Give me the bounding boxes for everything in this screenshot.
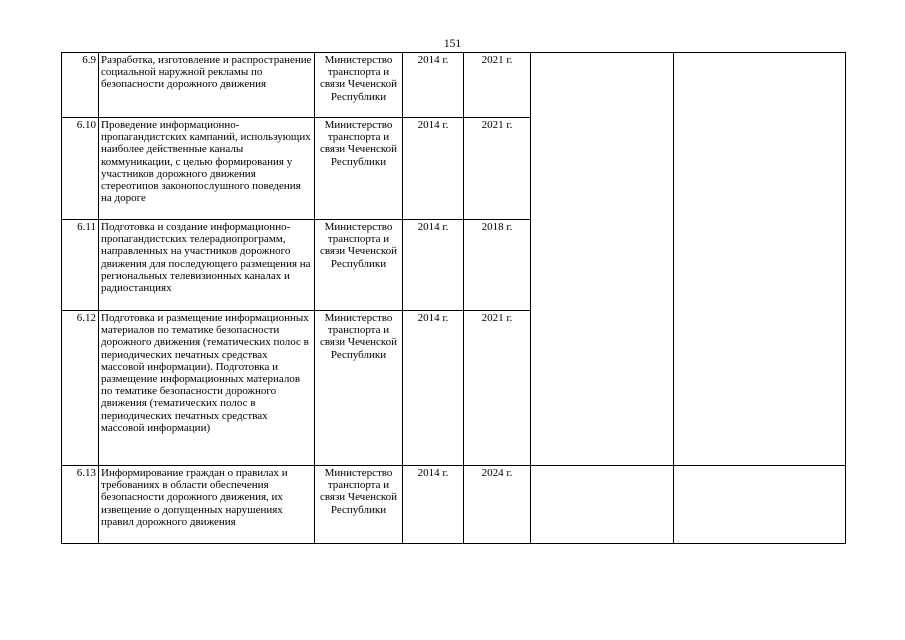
row-number: 6.11 [62, 220, 99, 311]
measure-text: Подготовка и размещение информационных материалов по тематике безопасности дорожного движения (тематических полос в периодических печатных средствах массовой информации). Подготовка и размещение информационных материалов по тематике безопасности дорожного движения (тематических полос в периодических печатных средствах массовой информации) [99, 311, 315, 466]
empty-cell-merged [531, 53, 674, 466]
row-number: 6.12 [62, 311, 99, 466]
start-year: 2014 г. [403, 118, 464, 220]
end-year: 2021 г. [464, 118, 531, 220]
measure-text: Информирование граждан о правилах и требованиях в области обеспечения безопасности дорожного движения, их извещение о допущенных нарушениях правил дорожного движения [99, 466, 315, 544]
executor-text: Министерство транспорта и связи Чеченской Республики [315, 220, 403, 311]
executor-text: Министерство транспорта и связи Чеченской Республики [315, 53, 403, 118]
row-number: 6.10 [62, 118, 99, 220]
start-year: 2014 г. [403, 311, 464, 466]
measures-table [61, 52, 846, 544]
measure-text: Разработка, изготовление и распространение социальной наружной рекламы по безопасности дорожного движения [99, 53, 315, 118]
start-year: 2014 г. [403, 53, 464, 118]
end-year: 2018 г. [464, 220, 531, 311]
executor-text: Министерство транспорта и связи Чеченской Республики [315, 311, 403, 466]
end-year: 2021 г. [464, 53, 531, 118]
empty-cell [531, 466, 674, 544]
measure-text: Проведение информационно-пропагандистских кампаний, использующих наиболее действенные каналы коммуникации, с целью формирования у участников дорожного движения стереотипов законопослушного поведения на дороге [99, 118, 315, 220]
end-year: 2024 г. [464, 466, 531, 544]
measure-text: Подготовка и создание информационно-пропагандистских телерадиопрограмм, направленных на участников дорожного движения для последующего размещения на региональных телевизионных каналах и радиостанциях [99, 220, 315, 311]
empty-cell [674, 466, 846, 544]
table-row [62, 53, 846, 118]
page-number: 151 [443, 38, 462, 50]
start-year: 2014 г. [403, 220, 464, 311]
row-number: 6.13 [62, 466, 99, 544]
executor-text: Министерство транспорта и связи Чеченской Республики [315, 118, 403, 220]
empty-cell-merged [674, 53, 846, 466]
row-number: 6.9 [62, 53, 99, 118]
end-year: 2021 г. [464, 311, 531, 466]
executor-text: Министерство транспорта и связи Чеченской Республики [315, 466, 403, 544]
start-year: 2014 г. [403, 466, 464, 544]
table-row [62, 466, 846, 544]
